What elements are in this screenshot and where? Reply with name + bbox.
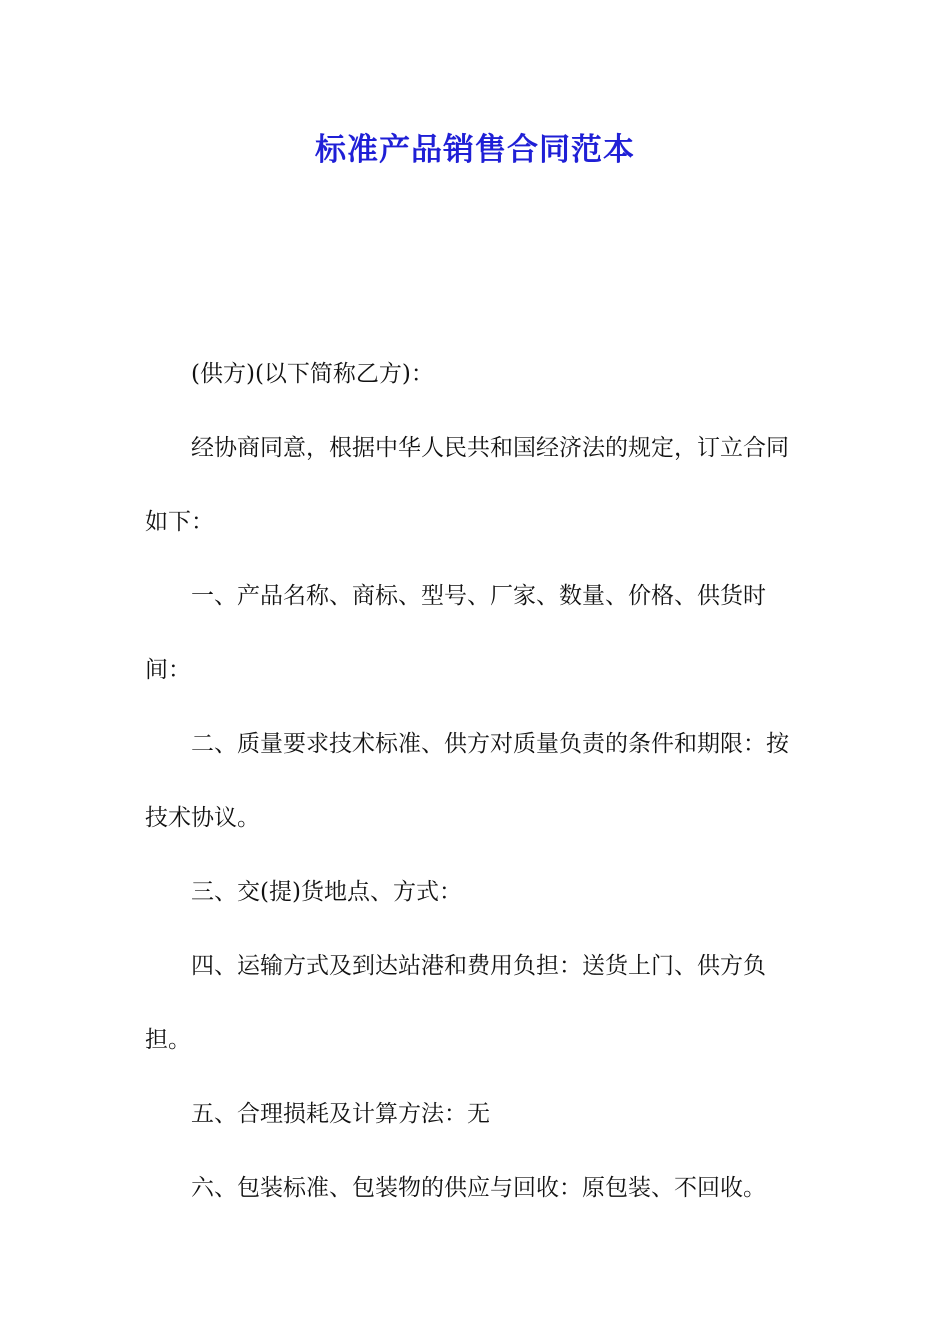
paragraph-supplier: (供方)(以下简称乙方)： [191, 361, 434, 387]
paragraph-clause-2: 二、质量要求技术标准、供方对质量负责的条件和期限：按技术协议。 [145, 731, 789, 831]
paragraph-clause-6: 六、包装标准、包装物的供应与回收：原包装、不回收。 [191, 1175, 766, 1201]
document-title: 标准产品销售合同范本 [315, 132, 635, 168]
paragraph-clause-3: 三、交(提)货地点、方式： [191, 879, 462, 905]
paragraph-clause-5: 五、合理损耗及计算方法：无 [191, 1101, 490, 1127]
paragraph-clause-4: 四、运输方式及到达站港和费用负担：送货上门、供方负担。 [145, 953, 766, 1053]
contract-body [145, 337, 810, 1225]
paragraph-agreement: 经协商同意，根据中华人民共和国经济法的规定，订立合同如下： [145, 435, 789, 535]
paragraph-clause-1: 一、产品名称、商标、型号、厂家、数量、价格、供货时间： [145, 583, 766, 683]
